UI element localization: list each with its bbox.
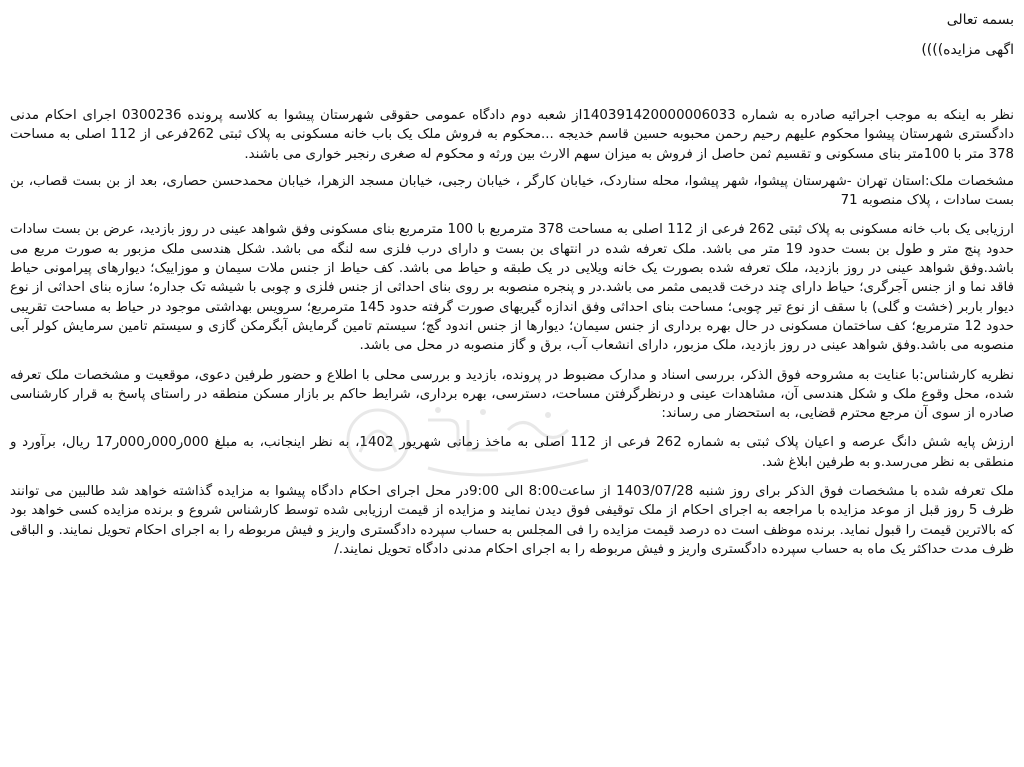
document-heading: بسمه تعالی	[946, 12, 1014, 28]
paragraph-property-evaluation: ارزیابی یک باب خانه مسکونی به پلاک ثبتی 262 فرعی از 112 اصلی به مساحت 378 مترمربع با 100 مترمربع بنای مسکونی وفق شواهد عینی در روز بازدید، عرض بن بست سادات حدود پنج متر و طول بن بست حدود 19 متر می باشد. ملک تعرفه شده در انتهای بن بست و دارای درب فلزی سه لنگه می باشد. شکل هندسی ملک مزبور به صورت مربع می باشد.وفق شواهد عینی در روز بازدید، ملک تعرفه شده بصورت یک خانه ویلایی در یک طبقه و حیاط می باشد. کف حیاط از جنس ملات سیمان و موزاییک؛ دیوارهای پیرامونی حیاط فاقد نما و از جنس آجرگری؛ حیاط دارای چند درخت قدیمی مثمر می باشد.در و پنجره منصوبه بر روی بنای احداثی از جنس فلزی و چوبی با شیشه تک جداره؛ سازه بنای احداثی از نوع دیوار باربر (خشت و گلی) با سقف از نوع تیر چوبی؛ مساحت بنای احداثی وفق اندازه گیریهای صورت گرفته حدود 145 مترمربع؛ سرویس بهداشتی موجود در حیاط به مساحت تقریبی حدود 12 مترمربع؛ کف ساختمان مسکونی در حال بهره برداری از جنس سیمان؛ دیوارها از جنس اندود گچ؛ سیستم تامین گرمایش آبگرمکن گازی و سیستم تامین سرمایش کولر آبی منصوبه می باشد.وفق شواهد عینی در روز بازدید، ملک مزبور، دارای انشعاب آب، برق و گاز منصوبه در محل می باشد.	[10, 222, 1015, 354]
document-subheading: اگهی مزایده))))	[921, 42, 1014, 58]
paragraph-expert-opinion: نظریه کارشناس:با عنایت به مشروحه فوق الذکر، بررسی اسناد و مدارک مضبوط در پرونده، بازدید و بررسی محلی با اطلاع و حضور طرفین دعوی، موقعیت و مشخصات ملک تعرفه شده، محل وقوع ملک و شکل هندسی آن، مشاهدات عینی و درنظرگرفتن مساحت، دسترسی، بهره برداری، شرایط حاکم بر بازار مسکن منطقه در راستای پاسخ به قرار کارشناسی صادره از سوی آن مرجع محترم قضایی، به استحضار می رساند:	[10, 367, 1014, 422]
paragraph-execution-order: نظر به اینکه به موجب اجرائیه صادره به شماره 140391420000006033از شعبه دوم دادگاه عمومی حقوقی شهرستان پیشوا به کلاسه پرونده 0300236 اجرای احکام مدنی دادگستری شهرستان پیشوا محکوم علیهم رحیم رحمن محبوبه حسین قاسم خدیجه ...محکوم به فروش ملک یک باب خانه مسکونی به پلاک ثبتی 262فرعی از 112 اصلی به مساحت 378 متر با 100متر بنای مسکونی و تقسیم ثمن حاصل از فروش به میزان سهم الارث بین ورثه و محکوم له صغری رنجبر خواری می باشند.	[10, 108, 1014, 162]
paragraph-property-address: مشخصات ملک:استان تهران -شهرستان پیشوا، شهر پیشوا، محله سنارد‌ک، خیابان کارگر ، خیابان رجبی، خیابان مسجد الزهرا، خیابان محمدحسن حصاری، بعد از بن بست قصاب، بن بست سادات ، پلاک منصوبه 71	[10, 173, 1014, 209]
paragraph-auction-terms: ملک تعرفه شده با مشخصات فوق الذکر برای روز شنبه 1403/07/28 از ساعت8:00 الی 9:00در محل اجرای احکام دادگاه پیشوا به مزایده گذاشته خواهد شد طالبین می توانند ظرف 5 روز قبل از موعد مزایده با مراجعه به اجرای احکام از ملک توقیفی فوق دیدن نمایند و مزایده از قیمت ارزیابی شده توسط کارشناس شروع و برنده مزایده کسی خواهد بود که بالاترین قیمت را قبول نماید. برنده موظف است ده درصد قیمت مزایده را فی المجلس به حساب سپرده دادگستری واریز و فیش مربوطه را به اجرای احکام تحویل نمایند. و الباقی ظرف مدت حداکثر یک ماه به حساب سپرده دادگستری واریز و فیش مربوطه را به اجرای احکام مدنی دادگاه تحویل نمایند./	[10, 484, 1014, 557]
paragraph-base-value: ارزش پایه شش دانگ عرصه و اعیان پلاک ثبتی به شماره 262 فرعی از 112 اصلی به ماخذ زمانی شهریور 1402، به نظر اینجانب، به مبلغ 000ر000ر000ر17 ریال، برآورد و منطقی به نظر می‌رسد.و به طرفین ابلاغ شد.	[10, 435, 1014, 470]
